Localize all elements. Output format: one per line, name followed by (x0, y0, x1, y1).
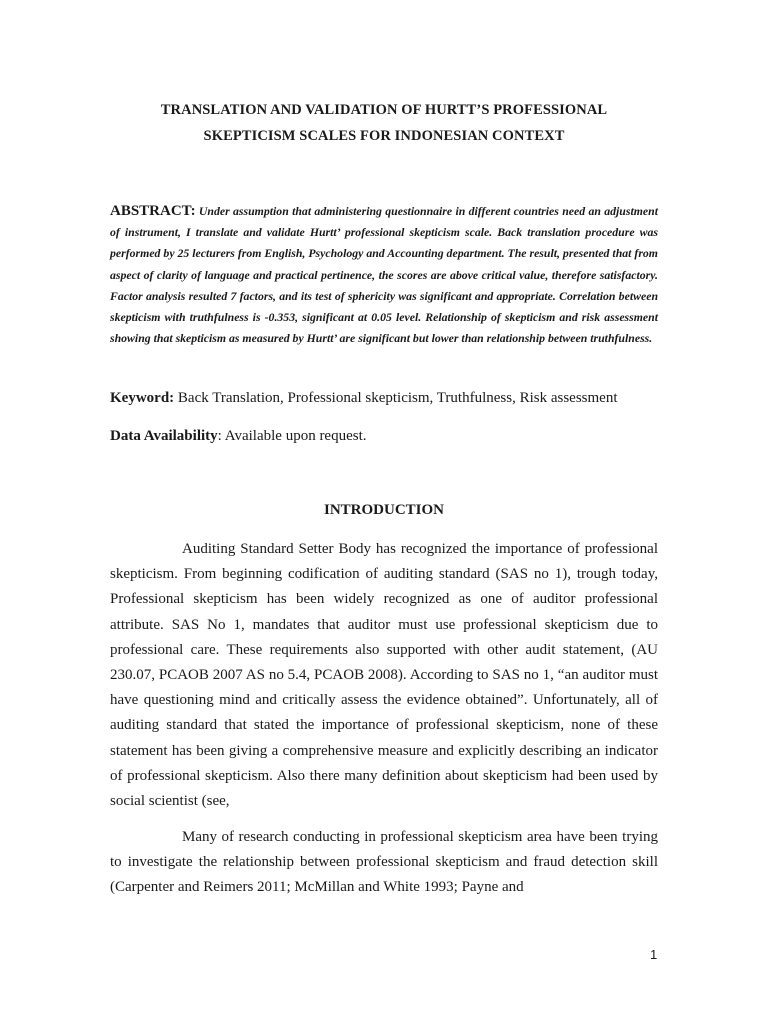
keywords (110, 390, 670, 407)
keyword-label: Keyword: (110, 390, 175, 406)
paper-title-line-1: TRANSLATION AND VALIDATION OF HURTT’S PROFESSIONAL (160, 102, 608, 118)
abstract-label: ABSTRACT: (110, 203, 196, 219)
introduction-paragraph-1: Auditing Standard Setter Body has recognized the importance of professional skepticism. From beginning codification of auditing standard (SAS no 1), trough today, Professional skepticism has been widely recognized as one of auditor professional attribute. SAS No 1, mandates that auditor must use professional skepticism due to professional care. These requirements also supported with other audit statement, (AU 230.07, PCAOB 2007 AS no 5.4, PCAOB 2008). According to SAS no 1, “an auditor must have questioning mind and critically assess the evidence obtained”. Unfortunately, all of auditing standard that stated the importance of professional skepticism, none of these statement has been giving a comprehensive measure and explicitly describing an indicator of professional skepticism. Also there many definition about skepticism had been used by social scientist (see, (110, 541, 658, 810)
paper-title-line-2: SKEPTICISM SCALES FOR INDONESIAN CONTEXT (203, 128, 565, 144)
data-availability-label: Data Availability (110, 428, 218, 444)
keyword-text: Back Translation, Professional skepticism, Truthfulness, Risk assessment (177, 390, 618, 406)
page-number: 1 (650, 947, 658, 962)
abstract (110, 201, 658, 349)
introduction-paragraph-2: Many of research conducting in professional skepticism area have been trying to investigate the relationship between professional skepticism and fraud detection skill (Carpenter and Reimers 2011; McMillan and White 1993; Payne and (110, 829, 658, 896)
section-heading-introduction: INTRODUCTION (323, 502, 444, 518)
abstract-text: Under assumption that administering questionnaire in different countries need an adjustment of instrument, I translate and validate Hurtt’ professional skepticism scale. Back translation procedure was performed by 25 lecturers from English, Psychology and Accounting department. The result, presented that from aspect of clarity of language and practical pertinence, the scores are above critical value, therefore satisfactory. Factor analysis resulted 7 factors, and its test of sphericity was significant and appropriate. Correlation between skepticism with truthfulness is -0.353, significant at 0.05 level. Relationship of skepticism and risk assessment showing that skepticism as measured by Hurtt’ are significant but lower than relationship between truthfulness. (110, 204, 658, 346)
data-availability-text: : Available upon request. (217, 428, 367, 444)
data-availability (110, 428, 670, 445)
